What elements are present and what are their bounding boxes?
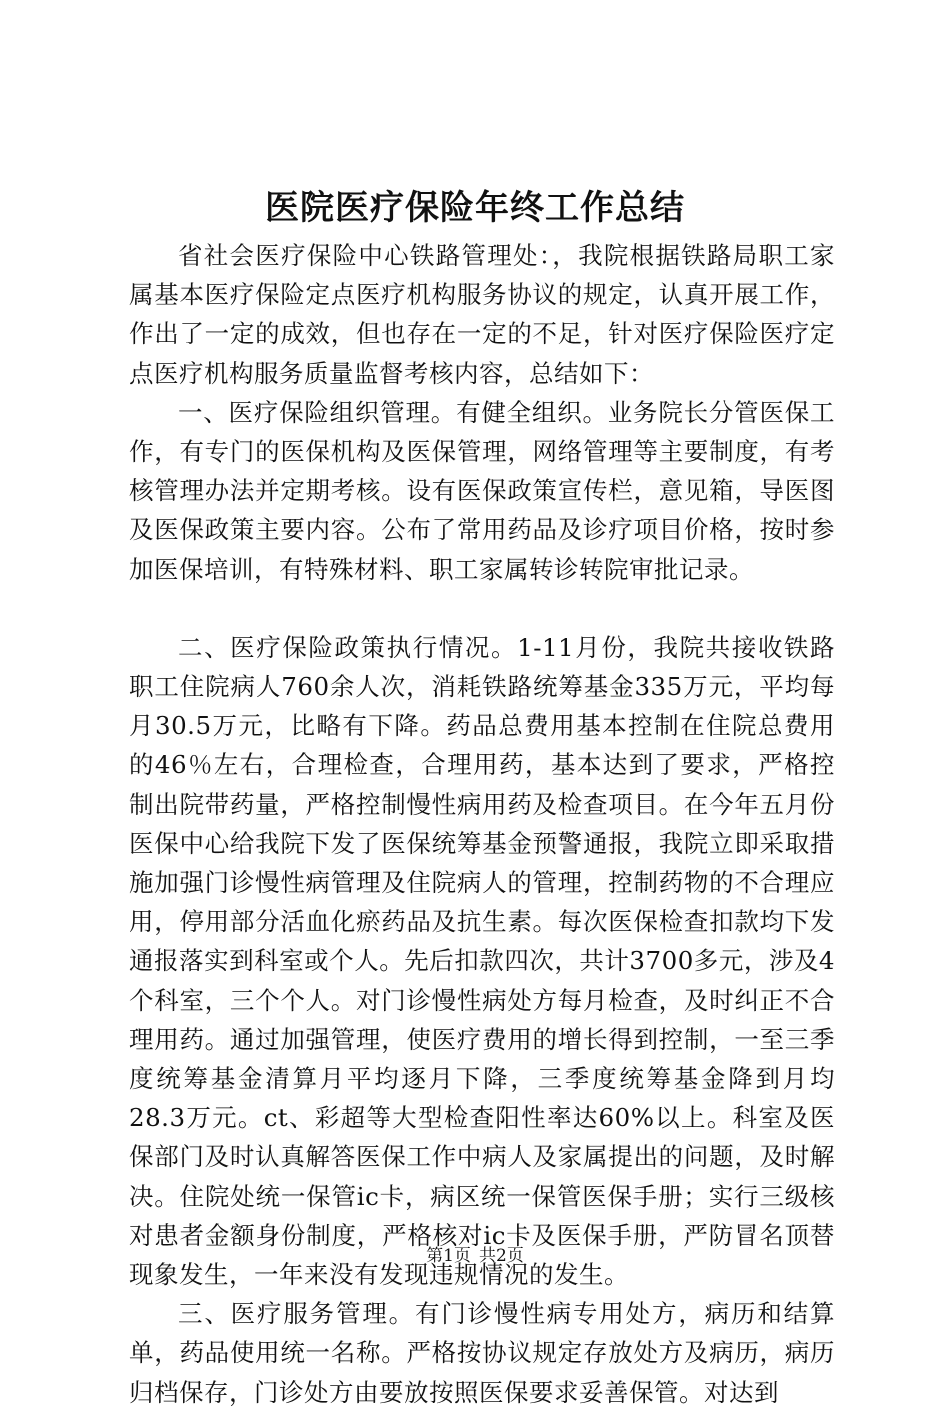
page-title: 医院医疗保险年终工作总结 [265,188,685,228]
paragraph-section-3: 三、医疗服务管理。有门诊慢性病专用处方，病历和结算单，药品使用统一名称。严格按协议规定存放处方及病历，病历归档保存，门诊处方由要放按照医保要求妥善保管。对达到 [129,1299,835,1407]
page-number-current: 第1页 [426,1246,471,1266]
page-number-total: 共2页 [479,1246,524,1266]
document-body [129,236,835,1412]
paragraph-section-1: 一、医疗保险组织管理。有健全组织。业务院长分管医保工作，有专门的医保机构及医保管理，网络管理等主要制度，有考核管理办法并定期考核。设有医保政策宣传栏，意见箱，导医图及医保政策主要内容。公布了常用药品及诊疗项目价格，按时参加医保培训，有特殊材料、职工家属转诊转院审批记录。 [129,397,835,584]
paragraph-intro: 省社会医疗保险中心铁路管理处：，我院根据铁路局职工家属基本医疗保险定点医疗机构服务协议的规定，认真开展工作，作出了一定的成效，但也存在一定的不足，针对医疗保险医疗定点医疗机构服务质量监督考核内容，总结如下： [129,241,835,388]
page-footer [0,1244,950,1268]
paragraph-section-2: 二、医疗保险政策执行情况。1-11月份，我院共接收铁路职工住院病人760余人次，消耗铁路统筹基金335万元，平均每月30.5万元，比略有下降。药品总费用基本控制在住院总费用的46％左右，合理检查，合理用药，基本达到了要求，严格控制出院带药量，严格控制慢性病用药及检查项目。在今年五月份医保中心给我院下发了医保统筹基金预警通报，我院立即采取措施加强门诊慢性病管理及住院病人的管理，控制药物的不合理应用，停用部分活血化瘀药品及抗生素。每次医保检查扣款均下发通报落实到科室或个人。先后扣款四次，共计3700多元，涉及4个科室，三个个人。对门诊慢性病处方每月检查，及时纠正不合理用药。通过加强管理，使医疗费用的增长得到控制，一至三季度统筹基金清算月平均逐月下降，三季度统筹基金降到月均28.3万元。ct、彩超等大型检查阳性率达60%以上。科室及医保部门及时认真解答医保工作中病人及家属提出的问题，及时解决。住院处统一保管ic卡，病区统一保管医保手册；实行三级核对患者金额身份制度，严格核对ic卡及医保手册，严防冒名顶替现象发生，一年来没有发现违规情况的发生。 [129,632,835,1290]
